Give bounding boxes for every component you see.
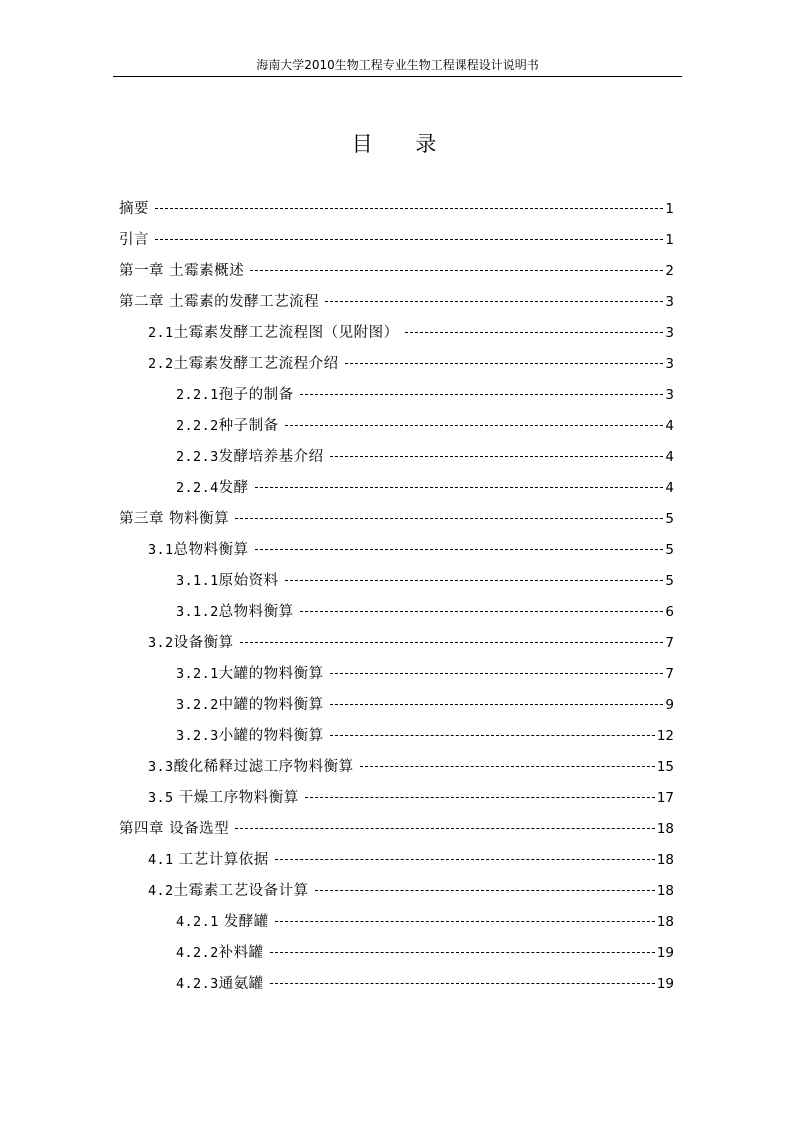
toc-entry[interactable] [119,383,674,414]
toc-entry-page: 15 [656,759,674,775]
toc-entry-page: 17 [656,790,674,806]
dash-leader [300,394,664,395]
toc-entry-number: 3.1.1 [176,573,219,589]
toc-entry-page: 9 [665,697,674,713]
toc-entry[interactable] [119,290,674,321]
toc-entry-label [176,383,298,407]
dash-leader [255,549,664,550]
toc-entry-number: 4.2 [148,883,174,899]
toc-entry-label [119,197,153,221]
toc-entry-text: 孢子的制备 [218,387,294,403]
toc-entry-number: 3.1 [148,542,174,558]
toc-entry-page: 5 [665,511,674,527]
toc-entry-page: 1 [665,232,674,248]
toc-entry[interactable] [119,414,674,445]
dash-leader [275,921,655,922]
toc-entry[interactable] [119,693,674,724]
toc-entry-label [119,507,233,531]
toc-entry-page: 1 [665,201,674,217]
toc-entry[interactable] [119,197,674,228]
toc-entry-page: 4 [665,480,674,496]
toc-entry-label [176,414,283,438]
dash-leader [325,301,663,302]
toc-entry-text: 引言 [119,232,149,248]
toc-entry-page: 7 [665,635,674,651]
toc-entry[interactable] [119,476,674,507]
toc-entry-page: 18 [656,914,674,930]
toc-entry-text: 土霉素发酵工艺流程介绍 [173,356,339,372]
toc-entry[interactable] [119,538,674,569]
toc-entry-page: 18 [656,821,674,837]
toc-entry-page: 6 [665,604,674,620]
toc-entry-page: 3 [665,387,674,403]
toc-entry-label [176,972,268,996]
toc-entry-text: 土霉素工艺设备计算 [173,883,309,899]
toc-entry-label [176,445,328,469]
toc-entry[interactable] [119,631,674,662]
toc-entry-number: 3.1.2 [176,604,219,620]
toc-entry-text: 总物料衡算 [173,542,249,558]
toc-entry-label [119,817,233,841]
toc-entry-label [148,755,358,779]
toc-entry-number: 2.2.4 [176,480,219,496]
toc-entry-page: 19 [656,945,674,961]
toc-entry-label [176,910,273,934]
toc-entry-label [119,228,153,252]
toc-entry[interactable] [119,321,674,352]
toc-entry[interactable] [119,786,674,817]
dash-leader [235,828,655,829]
dash-leader [345,363,664,364]
toc-entry-label [176,693,328,717]
toc-entry-page: 4 [665,418,674,434]
toc-entry-label [176,724,328,748]
toc-entry-number: 2.1 [148,325,174,341]
toc-entry[interactable] [119,941,674,972]
dash-leader [240,642,664,643]
dash-leader [285,580,664,581]
toc-entry-page: 3 [665,325,674,341]
toc-entry-label [176,600,298,624]
toc-entry-label [119,290,323,314]
toc-entry-label [148,538,253,562]
toc-entry-number: 4.2.2 [176,945,219,961]
toc-entry-label [148,352,343,376]
toc-entry-text: 中罐的物料衡算 [218,697,324,713]
toc-entry[interactable] [119,600,674,631]
toc-entry-number: 2.2.2 [176,418,219,434]
toc-entry-page: 18 [656,852,674,868]
toc-entry[interactable] [119,879,674,910]
toc-entry-text: 补料罐 [218,945,264,961]
toc-entry-text: 第四章 设备选型 [119,821,230,837]
toc-entry-number: 3.3 [148,759,174,775]
toc-entry-page: 19 [656,976,674,992]
toc-entry-text: 发酵罐 [218,914,269,930]
toc-entry[interactable] [119,910,674,941]
toc-entry-label [119,259,248,283]
toc-entry-page: 3 [665,294,674,310]
toc-entry-page: 5 [665,573,674,589]
running-header: 海南大学2010生物工程专业生物工程课程设计说明书 [113,56,682,77]
toc-entry-text: 总物料衡算 [218,604,294,620]
toc-entry[interactable] [119,817,674,848]
toc-title: 目 录 [351,132,455,156]
toc-entry-number: 4.2.3 [176,976,219,992]
toc-entry-text: 通氨罐 [218,976,264,992]
dash-leader [285,425,664,426]
toc-entry[interactable] [119,972,674,1003]
toc-entry-text: 土霉素发酵工艺流程图（见附图） [173,325,399,341]
dash-leader [300,611,664,612]
toc-entry-label [148,786,303,810]
dash-leader [305,797,655,798]
toc-entry-number: 3.2 [148,635,174,651]
dash-leader [330,704,664,705]
toc-entry-text: 第二章 土霉素的发酵工艺流程 [119,294,320,310]
toc-entry[interactable] [119,507,674,538]
toc-entry-page: 7 [665,666,674,682]
toc-entry-text: 设备衡算 [173,635,234,651]
toc-entry-page: 18 [656,883,674,899]
toc-entry-number: 4.2.1 [176,914,219,930]
toc-entry[interactable] [119,755,674,786]
toc-entry-text: 发酵培养基介绍 [218,449,324,465]
toc-entry-label [176,662,328,686]
dash-leader [250,270,663,271]
dash-leader [235,518,663,519]
toc-entry-number: 3.2.2 [176,697,219,713]
toc-entry-text: 干燥工序物料衡算 [173,790,299,806]
toc-entry-label [148,321,403,345]
toc-entry-page: 5 [665,542,674,558]
toc-entry-number: 2.2.3 [176,449,219,465]
toc-entry-text: 大罐的物料衡算 [218,666,324,682]
toc-entry-label [148,631,238,655]
toc-entry-label [148,879,313,903]
toc-entry-number: 3.2.1 [176,666,219,682]
toc-entry-text: 摘要 [119,201,149,217]
toc-entry-text: 酸化稀释过滤工序物料衡算 [173,759,354,775]
toc-entry-label [176,569,283,593]
toc-entry-number: 2.2 [148,356,174,372]
toc-entry-label [176,941,268,965]
toc-entry[interactable] [119,228,674,259]
dash-leader [270,983,655,984]
toc-entry-label [176,476,253,500]
toc-entry-number: 3.5 [148,790,174,806]
toc-entry-page: 3 [665,356,674,372]
dash-leader [360,766,655,767]
toc-entry[interactable] [119,445,674,476]
toc-entry-text: 小罐的物料衡算 [218,728,324,744]
toc-entry-number: 2.2.1 [176,387,219,403]
dash-leader [330,456,664,457]
toc-entry[interactable] [119,662,674,693]
dash-leader [275,859,655,860]
dash-leader [330,673,664,674]
toc-entry-page: 2 [665,263,674,279]
toc-entry-text: 第三章 物料衡算 [119,511,230,527]
toc-entry-text: 种子制备 [218,418,279,434]
dash-leader [330,735,655,736]
toc-entry-text: 第一章 土霉素概述 [119,263,245,279]
toc-entry[interactable] [119,259,674,290]
toc-entry[interactable] [119,352,674,383]
toc-entry[interactable] [119,569,674,600]
toc-entry-label [148,848,273,872]
toc-entry-number: 4.1 [148,852,174,868]
toc-entry[interactable] [119,848,674,879]
dash-leader [270,952,655,953]
table-of-contents [119,197,674,1003]
dash-leader [315,890,655,891]
dash-leader [405,332,664,333]
toc-entry-number: 3.2.3 [176,728,219,744]
dash-leader [155,208,663,209]
toc-entry-page: 4 [665,449,674,465]
dash-leader [255,487,664,488]
toc-entry-text: 工艺计算依据 [173,852,269,868]
toc-entry-page: 12 [656,728,674,744]
dash-leader [155,239,663,240]
toc-entry[interactable] [119,724,674,755]
toc-entry-text: 发酵 [218,480,249,496]
toc-entry-text: 原始资料 [218,573,279,589]
